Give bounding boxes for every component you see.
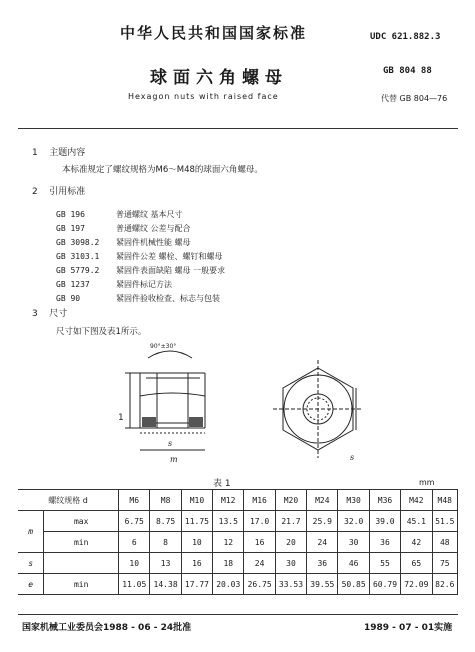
reference-name: 紧固件机械性能 螺母 (116, 238, 191, 247)
row-qualifier: min (44, 532, 119, 553)
table-cell: 18 (213, 553, 244, 574)
table-header-cell: M24 (307, 490, 338, 511)
table-cell: 20.03 (213, 574, 244, 595)
reference-code: GB 3103.1 (56, 252, 100, 261)
table-row (18, 511, 458, 532)
reference-item (56, 258, 226, 275)
reference-item (56, 216, 225, 233)
document-title-en: Hexagon nuts with raised face (128, 92, 279, 101)
section-title: 主题内容 (49, 148, 86, 158)
thread-callout-label: 1 (118, 413, 124, 423)
table-cell: 16 (244, 532, 275, 553)
dimension-s-label: s (168, 439, 173, 448)
table-row (18, 574, 458, 595)
dimension-table (18, 489, 458, 595)
table-cell: 26.75 (244, 574, 275, 595)
table-cell: 33.53 (275, 574, 306, 595)
dimension-m-label: m (170, 455, 178, 464)
udc-number: UDC 621.882.3 (370, 32, 441, 42)
row-symbol: s (18, 553, 44, 574)
table-cell: 42 (401, 532, 432, 553)
table-cell: 12 (213, 532, 244, 553)
section-1-text: 本标准规定了螺纹规格为M6～M48的球面六角螺母。 (62, 165, 263, 175)
row-qualifier (44, 553, 119, 574)
table-row (18, 532, 458, 553)
table-header-cell: M42 (401, 490, 432, 511)
nut-top-view (268, 360, 368, 470)
table-cell: 11.05 (119, 574, 150, 595)
table-cell: 17.0 (244, 511, 275, 532)
reference-name: 紧固件验收检查、标志与包装 (116, 294, 220, 303)
table-cell: 11.75 (181, 511, 212, 532)
section-3-text: 尺寸如下图及表1所示。 (56, 327, 147, 337)
table-cell: 6 (119, 532, 150, 553)
reference-list (56, 202, 226, 303)
table-header-row (18, 490, 458, 511)
table-unit: mm (419, 478, 435, 487)
table-cell: 39.55 (307, 574, 338, 595)
table-cell: 30 (338, 532, 369, 553)
section-3-heading (32, 306, 67, 319)
table-cell: 50.85 (338, 574, 369, 595)
reference-item (56, 244, 225, 261)
table-cell: 17.77 (181, 574, 212, 595)
table-cell: 55 (369, 553, 400, 574)
table-cell: 60.79 (369, 574, 400, 595)
effective-date: 1989 - 07 - 01实施 (364, 623, 453, 633)
table-cell: 8 (150, 532, 181, 553)
table-header-cell: M12 (213, 490, 244, 511)
reference-name: 普通螺纹 公差与配合 (116, 224, 191, 233)
reference-code: GB 5779.2 (56, 266, 100, 275)
dimension-s-label: s (350, 453, 355, 462)
table-cell: 16 (181, 553, 212, 574)
row-qualifier: min (44, 574, 119, 595)
nut-side-view (110, 338, 240, 468)
header-divider (18, 128, 458, 129)
reference-code: GB 197 (56, 224, 85, 233)
reference-name: 紧固件表面缺陷 螺母 一般要求 (116, 266, 226, 275)
table-cell: 36 (307, 553, 338, 574)
section-number: 3 (32, 309, 38, 319)
table-caption: 表 1 (213, 479, 231, 489)
table-header-cell: M30 (338, 490, 369, 511)
table-cell: 13.5 (213, 511, 244, 532)
table-cell: 14.38 (150, 574, 181, 595)
table-header-cell: M20 (275, 490, 306, 511)
standard-number: GB 804 88 (383, 66, 432, 76)
row-qualifier: max (44, 511, 119, 532)
table-header-cell: M36 (369, 490, 400, 511)
table-header-cell: M8 (150, 490, 181, 511)
table-cell: 46 (338, 553, 369, 574)
section-number: 2 (32, 187, 38, 197)
table-cell: 30 (275, 553, 306, 574)
table-cell: 20 (275, 532, 306, 553)
reference-item (56, 230, 225, 247)
section-title: 尺寸 (49, 309, 68, 319)
table-row (18, 553, 458, 574)
section-1-heading (32, 145, 85, 158)
table-cell: 10 (119, 553, 150, 574)
section-title: 引用标准 (49, 187, 86, 197)
reference-name: 紧固件标记方法 (116, 280, 172, 289)
section-2-heading (32, 184, 85, 197)
reference-name: 紧固件公差 螺栓、螺钉和螺母 (116, 252, 223, 261)
angle-label: 90°±30° (150, 343, 177, 350)
table-cell: 10 (181, 532, 212, 553)
table-cell: 24 (244, 553, 275, 574)
document-title: 球面六角螺母 (150, 68, 288, 88)
table-cell: 36 (369, 532, 400, 553)
table-cell: 21.7 (275, 511, 306, 532)
reference-name: 普通螺纹 基本尺寸 (116, 210, 183, 219)
table-cell: 48 (432, 532, 457, 553)
reference-item (56, 286, 225, 303)
header-label: 螺纹规格 d (18, 490, 119, 511)
table-cell: 32.0 (338, 511, 369, 532)
reference-code: GB 90 (56, 294, 81, 303)
table-cell: 39.0 (369, 511, 400, 532)
reference-code: GB 3098.2 (56, 238, 100, 247)
table-cell: 6.75 (119, 511, 150, 532)
reference-code: GB 1237 (56, 280, 90, 289)
table-cell: 24 (307, 532, 338, 553)
table-header-cell: M48 (432, 490, 457, 511)
org-title: 中华人民共和国国家标准 (120, 24, 308, 42)
table-header-cell: M6 (119, 490, 150, 511)
table-cell: 51.5 (432, 511, 457, 532)
table-cell: 45.1 (401, 511, 432, 532)
section-number: 1 (32, 148, 38, 158)
row-symbol: m (18, 511, 44, 553)
approval-note: 国家机械工业委员会1988 - 06 - 24批准 (22, 623, 192, 633)
footer-divider (18, 614, 458, 615)
table-header-cell: M16 (244, 490, 275, 511)
reference-code: GB 196 (56, 210, 85, 219)
table-cell: 8.75 (150, 511, 181, 532)
table-cell: 72.09 (401, 574, 432, 595)
table-cell: 65 (401, 553, 432, 574)
table-cell: 82.6 (432, 574, 457, 595)
table-cell: 13 (150, 553, 181, 574)
table-cell: 25.9 (307, 511, 338, 532)
replaces-note: 代替 GB 804—76 (381, 94, 448, 103)
table-cell: 75 (432, 553, 457, 574)
row-symbol: e (18, 574, 44, 595)
reference-item (56, 202, 225, 219)
table-header-cell: M10 (181, 490, 212, 511)
